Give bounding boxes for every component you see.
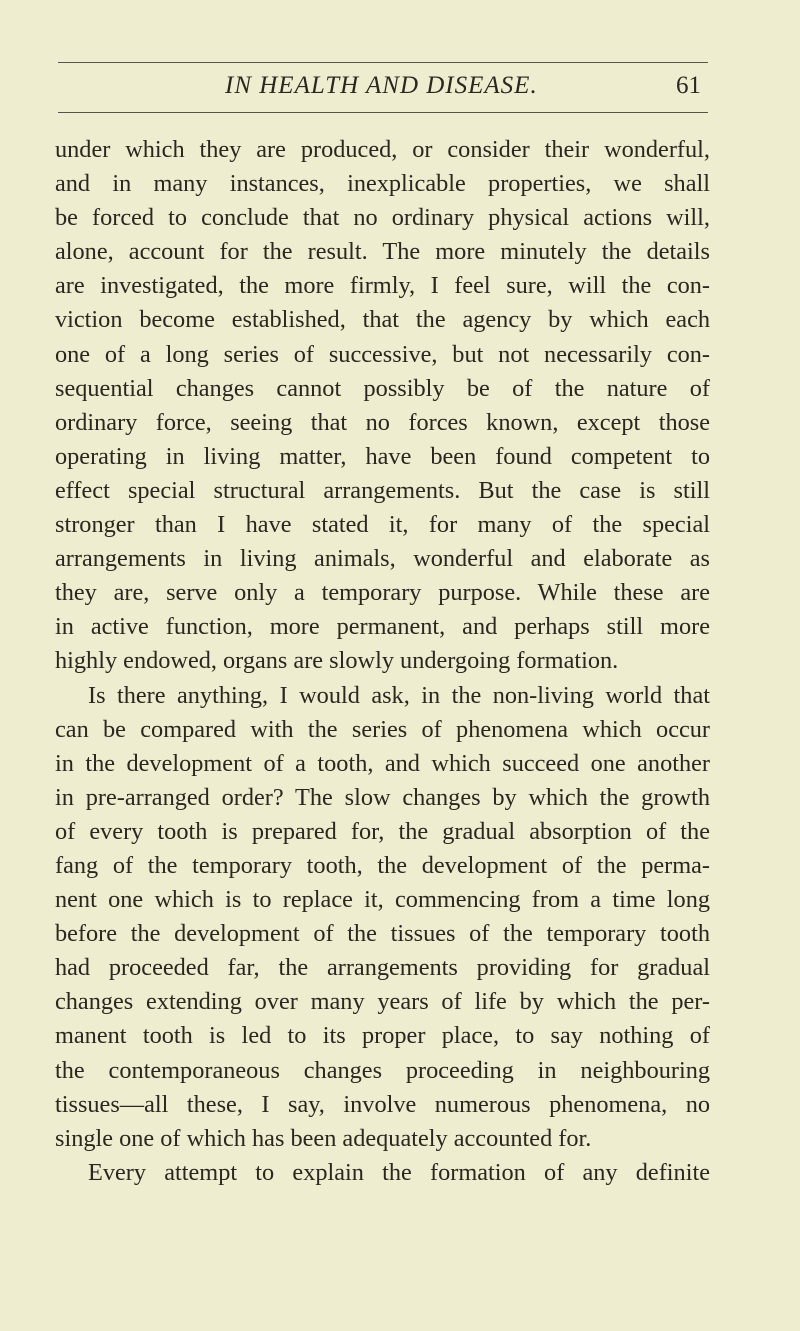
top-rule [58,62,708,63]
text-line: Is there anything, I would ask, in the non-living world that [88,681,710,709]
text-line: Every attempt to explain the formation of any definite [88,1158,710,1186]
page-number: 61 [676,72,701,99]
text-line: the contemporaneous changes proceeding in neighbouring [55,1056,710,1084]
text-line: stronger than I have stated it, for many of the special [55,511,710,539]
text-line: one of a long series of successive, but not necessarily con- [55,340,710,368]
text-line: of every tooth is prepared for, the gradual absorption of the [55,817,710,845]
text-line: manent tooth is led to its proper place, to say nothing of [55,1022,710,1050]
header-rule [58,112,708,113]
text-line: single one of which has been adequately accounted for. [55,1124,592,1152]
text-line: can be compared with the series of phenomena which occur [55,715,710,743]
text-line: are investigated, the more firmly, I feel sure, will the con- [55,272,710,300]
text-line: sequential changes cannot possibly be of the nature of [55,374,710,402]
text-line: be forced to conclude that no ordinary physical actions will, [55,204,710,232]
text-line: in the development of a tooth, and which succeed one another [55,749,710,777]
text-line: before the development of the tissues of the temporary tooth [55,920,710,948]
text-line: arrangements in living animals, wonderful and elaborate as [55,545,710,573]
text-line: nent one which is to replace it, commencing from a time long [55,886,710,914]
text-line: in pre-arranged order? The slow changes by which the growth [55,783,710,811]
text-line: in active function, more permanent, and perhaps still more [55,613,710,641]
text-line: operating in living matter, have been found competent to [55,442,710,470]
text-line: and in many instances, inexplicable properties, we shall [55,170,710,198]
text-line: alone, account for the result. The more minutely the details [55,238,710,266]
running-head: IN HEALTH AND DISEASE. [225,72,538,99]
text-line: highly endowed, organs are slowly undergoing formation. [55,647,619,675]
text-line: ordinary force, seeing that no forces known, except those [55,408,710,436]
text-line: viction become established, that the agency by which each [55,306,710,334]
text-line: had proceeded far, the arrangements providing for gradual [55,954,710,982]
text-line: fang of the temporary tooth, the development of the perma- [55,851,710,879]
text-line: effect special structural arrangements. But the case is still [55,476,710,504]
text-line: tissues—all these, I say, involve numerous phenomena, no [55,1090,710,1118]
text-line: they are, serve only a temporary purpose. While these are [55,579,710,607]
body-text [55,133,710,1190]
text-line: changes extending over many years of life by which the per- [55,988,710,1016]
text-line: under which they are produced, or consider their wonderful, [55,136,710,163]
